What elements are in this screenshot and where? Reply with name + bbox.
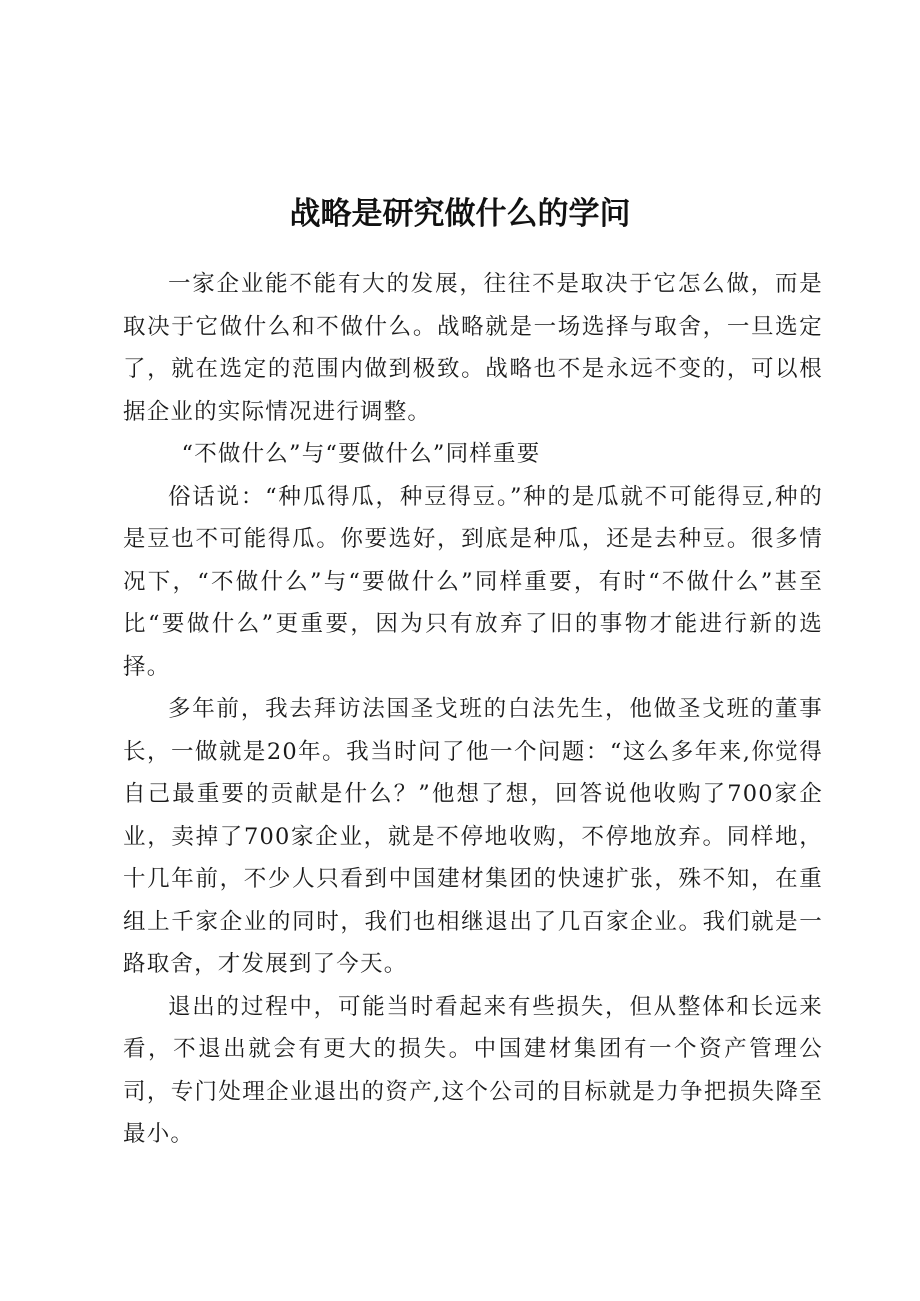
article-body [123,263,823,1156]
paragraph-proverb: 俗话说：“种瓜得瓜，种豆得豆。”种的是瓜就不可能得豆,种的是豆也不可能得瓜。你要选好，到底是种瓜，还是去种豆。很多情况下，“不做什么”与“要做什么”同样重要，有时“不做什么”甚至比“要做什么”更重要，因为只有放弃了旧的事物才能进行新的选择。 [123,483,823,680]
page-title: 战略是研究做什么的学问 [289,195,631,232]
paragraph-exit: 退出的过程中，可能当时看起来有些损失，但从整体和长远来看，不退出就会有更大的损失。中国建材集团有一个资产管理公司，专门处理企业退出的资产,这个公司的目标就是力争把损失降至最小。 [123,993,823,1147]
section-subheading: “不做什么”与“要做什么”同样重要 [181,441,541,467]
paragraph-saint-gobain: 多年前，我去拜访法国圣戈班的白法先生，他做圣戈班的董事长，一做就是20年。我当时问了他一个问题：“这么多年来,你觉得自己最重要的贡献是什么？”他想了想，回答说他收购了700家企业，卖掉了700家企业，就是不停地收购，不停地放弃。同样地，十几年前，不少人只看到中国建材集团的快速扩张，殊不知，在重组上千家企业的同时，我们也相继退出了几百家企业。我们就是一路取舍，才发展到了今天。 [123,696,823,977]
paragraph-intro: 一家企业能不能有大的发展，往往不是取决于它怎么做，而是取决于它做什么和不做什么。战略就是一场选择与取舍，一旦选定了，就在选定的范围内做到极致。战略也不是永远不变的，可以根据企业的实际情况进行调整。 [123,271,823,425]
